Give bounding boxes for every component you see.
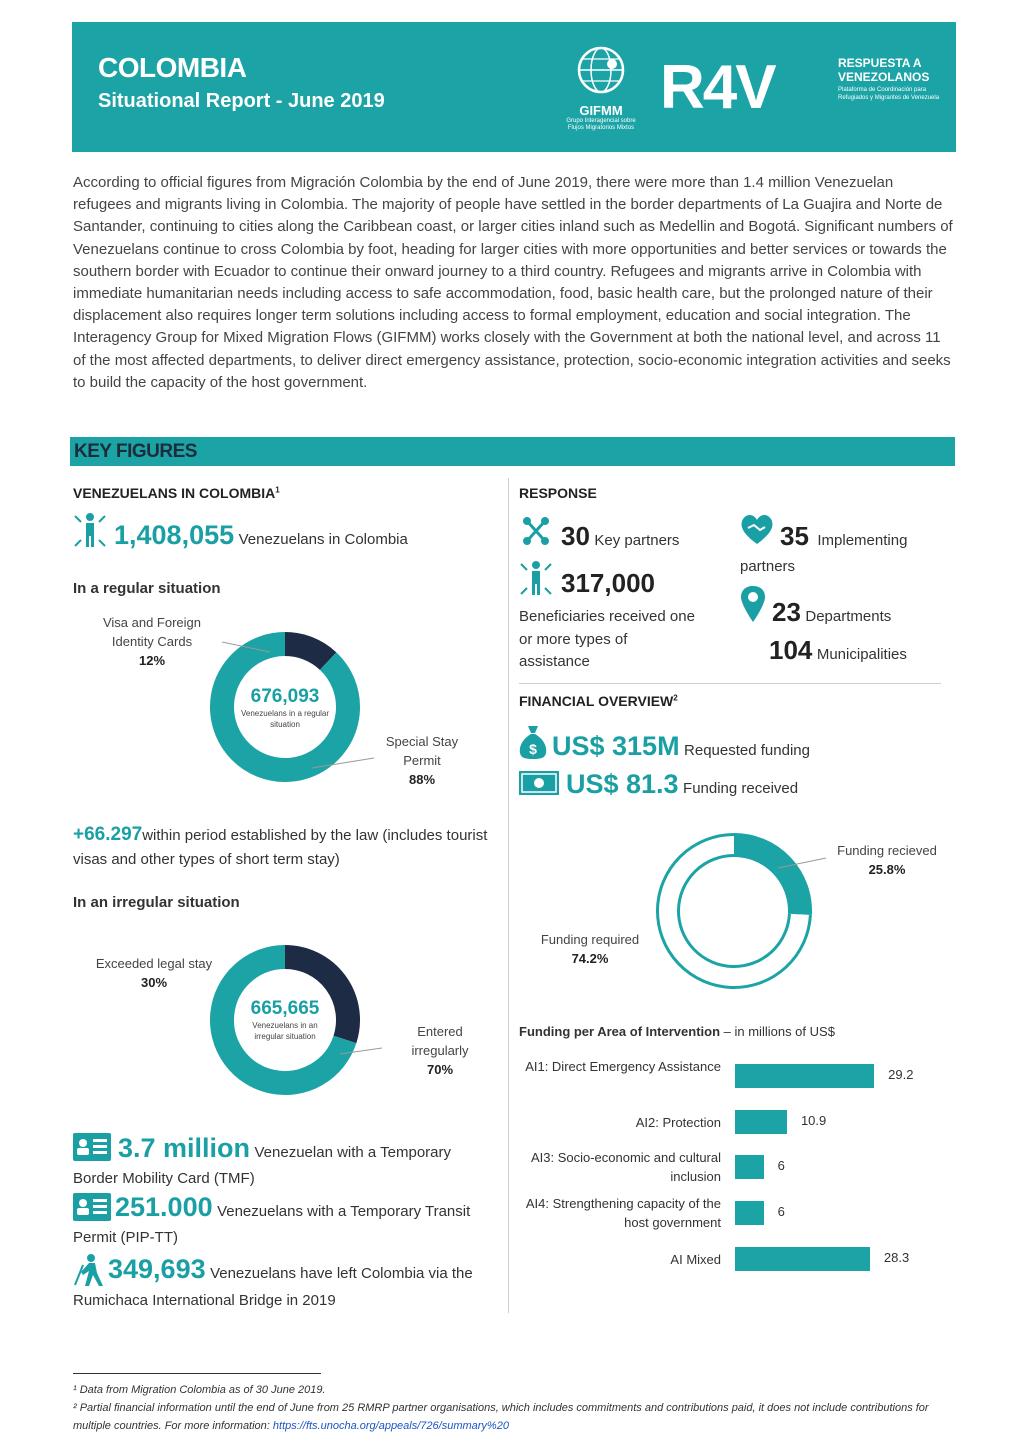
beneficiaries-icon <box>519 560 553 596</box>
location-pin-icon <box>740 585 766 623</box>
person-icon <box>73 512 107 548</box>
bar-category-label: AI2: Protection <box>635 1115 721 1130</box>
regular-total-caption: Venezuelans in a regular situation <box>240 709 330 729</box>
tmf-text-1: Venezuelan with a Temporary <box>254 1144 452 1161</box>
left-colombia-text-2: Rumichaca International Bridge in 2019 <box>73 1292 336 1309</box>
extra-stay-info <box>73 823 493 872</box>
funding-received-slice-name: Funding recieved <box>837 843 937 858</box>
left-colombia-figure <box>108 1254 503 1285</box>
bar-chart-title-suffix: – in millions of US$ <box>723 1024 835 1039</box>
bar-chart-title <box>519 1024 835 1039</box>
tmf-text-2: Border Mobility Card (TMF) <box>73 1170 255 1187</box>
footnote-2 <box>73 1399 943 1435</box>
gifmm-logo <box>560 44 642 144</box>
entered-irregularly-slice-name: Entered irregularly <box>411 1024 469 1058</box>
regular-heading: In a regular situation <box>73 580 221 597</box>
intro-paragraph: According to official figures from Migración Colombia by the end of June 2019, there were more than 1.4 million Venezuelan refugees and migrants living in Colombia. The majority of people have settled in the border departments of La Guajira and Norte de Santander, continuing to cities along the Caribbean coast, or larger cities inland such as Medellin and Bogotá. Significant numbers of Venezuelans continue to cross Colombia by foot, heading for larger cities with more opportunities and better services or towards the southern border with Ecuador to continue their onward journey to a third country. Refugees and migrants arrive in Colombia with immediate humanitarian needs including access to safe accommodation, food, basic health care, but the prolonged nature of their displacement also requires longer term solutions including access to formal employment, education and social integration. The Interagency Group for Mixed Migration Flows (GIFMM) works closely with the Government at both the national level, and across 11 of the most affected departments, to deliver direct emergency assistance, protection, socio-economic integration activities and seeks to build the capacity of the host government. <box>73 174 953 391</box>
permit-card-icon <box>73 1193 111 1221</box>
key-figures-banner <box>70 437 955 466</box>
partners-icon <box>519 513 553 549</box>
exceeded-slice-pct: 30% <box>140 975 168 990</box>
departments-number: 23 <box>772 597 801 627</box>
footnote-2-text: ² Partial financial information until the end of June from 25 RMRP partner organisations, which includes commitments and contributions paid, it does not include contributions for multiple countries. For more information: <box>73 1402 929 1432</box>
bar-chart-title-main: Funding per Area of Intervention <box>519 1024 721 1039</box>
received-funding-number: US$ 81.3 <box>566 769 679 799</box>
funding-required-slice-label <box>530 930 650 968</box>
venezuelans-heading <box>73 485 280 501</box>
special-permit-slice-pct: 88% <box>408 772 436 787</box>
implementing-partners-label-2: partners <box>740 558 796 575</box>
walking-person-icon <box>73 1253 107 1287</box>
footnotes <box>73 1381 943 1435</box>
r4v-line2: VENEZOLANOS <box>838 70 930 84</box>
total-venezuelans-number: 1,408,055 <box>114 520 235 550</box>
footnote-ref-1: 1 <box>275 485 280 495</box>
id-card-icon <box>73 1133 111 1161</box>
exceeded-slice-label <box>84 954 224 992</box>
requested-funding-figure <box>552 731 810 762</box>
report-header <box>72 22 956 152</box>
pip-text-1: Venezuelans with a Temporary Transit <box>217 1203 471 1220</box>
departments-label: Departments <box>805 608 892 625</box>
report-subtitle: Situational Report - June 2019 <box>98 90 385 112</box>
regular-total-number: 676,093 <box>250 686 320 707</box>
beneficiaries-text-2: or more types of <box>519 630 628 648</box>
beneficiaries-text <box>519 606 695 674</box>
globe-icon <box>572 44 630 96</box>
financial-heading <box>519 693 678 709</box>
tmf-figure <box>118 1133 498 1164</box>
bar-value-label: 10.9 <box>800 1113 827 1128</box>
irregular-donut-center <box>238 998 332 1042</box>
venezuelans-heading-text: VENEZUELANS IN COLOMBIA <box>73 485 276 501</box>
funding-bar <box>735 1247 870 1271</box>
visa-slice <box>285 644 328 661</box>
bar-value-label: 29.2 <box>888 1067 914 1082</box>
beneficiaries-number: 317,000 <box>561 568 655 598</box>
pip-number: 251.000 <box>115 1192 213 1222</box>
money-bag-icon <box>519 724 547 760</box>
entered-leader-line <box>338 1046 384 1056</box>
special-permit-slice-label <box>372 732 472 789</box>
r4v-logo: R4V <box>660 53 775 122</box>
exceeded-slice-name: Exceeded legal stay <box>95 956 213 971</box>
key-partners-figure <box>561 521 679 552</box>
extra-stay-text: within period established by the law (includes tourist visas and other types of short term stay) <box>73 827 488 868</box>
funding-received-slice-label <box>826 841 948 879</box>
bar-value-label: 28.3 <box>883 1250 910 1265</box>
received-funding-figure <box>566 769 798 800</box>
response-heading: RESPONSE <box>519 485 597 501</box>
bar-category-label: AI Mixed <box>670 1252 721 1267</box>
r4v-tagline <box>838 56 948 102</box>
implementing-partners-number: 35 <box>780 521 809 551</box>
visa-leader-line <box>222 640 272 656</box>
received-funding-label: Funding received <box>683 780 799 797</box>
bar-category-label: AI4: Strengthening capacity of the host government <box>525 1196 721 1230</box>
irregular-total-caption: Venezuelans in an irregular situation <box>252 1021 318 1041</box>
extra-stay-number: +66.297 <box>73 824 143 845</box>
financial-heading-text: FINANCIAL OVERVIEW <box>519 693 674 709</box>
beneficiaries-text-3: assistance <box>519 653 590 670</box>
funding-bar <box>735 1064 874 1088</box>
entered-irregularly-slice-pct: 70% <box>426 1062 454 1077</box>
column-divider <box>508 478 509 1313</box>
received-leader-line <box>776 856 828 870</box>
bar-category-label: AI3: Socio-economic and cultural inclusion <box>530 1150 721 1184</box>
implementing-partners-label-1: Implementing <box>817 532 908 549</box>
gifmm-name: GIFMM <box>579 103 623 118</box>
key-figures-title: KEY FIGURES <box>74 441 197 462</box>
handshake-icon <box>739 512 775 546</box>
municipalities-number: 104 <box>769 635 813 665</box>
funding-received-slice-pct: 25.8% <box>868 862 906 877</box>
total-venezuelans-label: Venezuelans in Colombia <box>238 531 408 548</box>
footnote-ref-2: 2 <box>673 693 678 703</box>
visa-slice-label <box>88 613 216 670</box>
beneficiaries-text-1: Beneficiaries received one <box>519 608 695 625</box>
departments-figure <box>772 597 891 628</box>
special-permit-leader-line <box>310 756 376 770</box>
key-partners-label: Key partners <box>594 532 680 549</box>
svg-text:$: $ <box>529 741 537 757</box>
footnote-2-link[interactable]: https://fts.unocha.org/appeals/726/summary%20 <box>272 1420 509 1432</box>
r4v-sub: Plataforma de Coordinación para Refugiados y Migrantes de Venezuela <box>838 87 940 101</box>
left-colombia-text-1: Venezuelans have left Colombia via the <box>210 1265 473 1282</box>
bar-value-label: 6 <box>777 1204 785 1219</box>
funding-required-slice-pct: 74.2% <box>571 951 609 966</box>
implementing-partners-figure <box>780 521 907 552</box>
irregular-total-number: 665,665 <box>250 998 320 1019</box>
requested-funding-label: Requested funding <box>684 742 810 759</box>
footnote-1: ¹ Data from Migration Colombia as of 30 June 2019. <box>73 1384 326 1396</box>
pip-figure <box>115 1192 510 1223</box>
funding-bar <box>735 1201 764 1225</box>
left-colombia-number: 349,693 <box>108 1254 206 1284</box>
municipalities-figure <box>769 635 907 666</box>
total-venezuelans <box>114 520 408 551</box>
funding-donut-chart <box>654 831 814 991</box>
funding-required-slice-name: Funding required <box>540 932 640 947</box>
funding-bar <box>735 1155 764 1179</box>
funding-bar <box>735 1110 787 1134</box>
irregular-heading: In an irregular situation <box>73 894 240 911</box>
report-title: COLOMBIA <box>98 52 247 83</box>
regular-donut-center <box>238 686 332 730</box>
bar-value-label: 6 <box>777 1158 785 1173</box>
section-divider <box>519 683 941 684</box>
footnote-rule <box>73 1373 321 1374</box>
banknote-icon <box>519 771 559 795</box>
visa-slice-pct: 12% <box>138 653 166 668</box>
requested-funding-number: US$ 315M <box>552 731 680 761</box>
gifmm-subtitle: Grupo Interagencial sobre Flujos Migratorios Mixtos <box>566 118 636 131</box>
pip-text-2: Permit (PIP-TT) <box>73 1229 178 1246</box>
r4v-line1: RESPUESTA A <box>838 56 922 70</box>
key-partners-number: 30 <box>561 521 590 551</box>
municipalities-label: Municipalities <box>816 646 907 663</box>
visa-slice-name: Visa and Foreign Identity Cards <box>102 615 202 649</box>
tmf-number: 3.7 million <box>118 1133 251 1163</box>
bar-category-label: AI1: Direct Emergency Assistance <box>525 1059 721 1074</box>
entered-irregularly-slice-label <box>398 1022 482 1079</box>
funding-bar-chart <box>519 1055 939 1280</box>
special-permit-slice-name: Special Stay Permit <box>385 734 459 768</box>
